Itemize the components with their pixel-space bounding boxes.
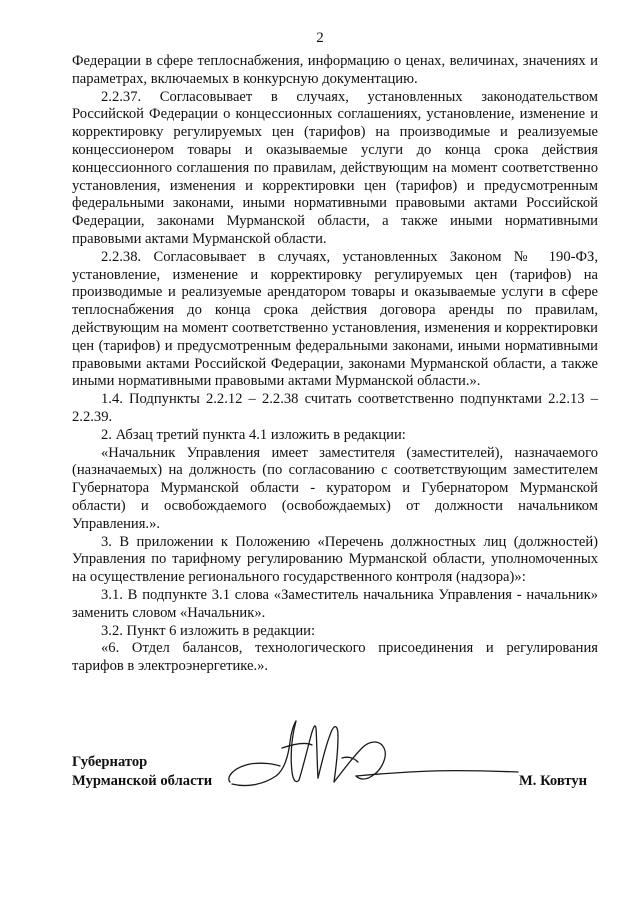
- paragraph-quote-chief: «Начальник Управления имеет заместителя (заместителей), назначаемого (назначаемых) на должность (по согласованию с соответствующим заместителем Губернатора Мурманской области - куратором и Губернатором Мурманской области) и освобождаемого (освобождаемых) от должности начальником Управления.».: [72, 444, 598, 532]
- paragraph-continuation: Федерации в сфере теплоснабжения, информацию о ценах, величинах, значениях и параметрах, включаемых в конкурсную документацию.: [72, 53, 598, 87]
- signatory-name: М. Ковтун: [519, 773, 588, 789]
- document-body: [72, 53, 598, 676]
- signatory-title-line1: Губернатор: [72, 754, 148, 770]
- paragraph-2-2-38: 2.2.38. Согласовывает в случаях, установленных Законом № 190-ФЗ, установление, изменение и корректировку регулируемых цен (тарифов) на производимые и реализуемые арендатором товары и оказываемые услуги в сфере теплоснабжения до конца срока действия договора аренды по правилам, действующим на момент соответственно установления, изменения и корректировки цен (тарифов) и предусмотренным федеральными законами, иными нормативными правовыми актами Российской Федерации, законами Мурманской области, а также иными нормативными правовыми актами Мурманской области.».: [72, 248, 598, 390]
- page-number: 2: [316, 30, 324, 46]
- paragraph-3: 3. В приложении к Положению «Перечень должностных лиц (должностей) Управления по тарифному регулированию Мурманской области, уполномоченных на осуществление регионального государственного контроля (надзора)»:: [72, 533, 598, 586]
- paragraph-3-1: 3.1. В подпункте 3.1 слова «Заместитель начальника Управления - начальник» заменить словом «Начальник».: [72, 586, 598, 621]
- handwritten-signature: [222, 718, 520, 798]
- paragraph-2-2-37: 2.2.37. Согласовывает в случаях, установленных законодательством Российской Федерации о концессионных соглашениях, установление, изменение и корректировку регулируемых цен (тарифов) на производимые и реализуемые концессионером товары и оказываемые услуги до конца срока действия концессионного соглашения по правилам, действующим на момент соответственно установления, изменения и корректировки цен (тарифов) и предусмотренным федеральными законами, иными нормативными правовыми актами Российской Федерации, законами Мурманской области, а также иными нормативными правовыми актами Мурманской области.: [72, 88, 598, 247]
- signatory-title-line2: Мурманской области: [72, 773, 213, 789]
- paragraph-2: 2. Абзац третий пункта 4.1 изложить в редакции:: [101, 426, 406, 443]
- paragraph-quote-6: «6. Отдел балансов, технологического присоединения и регулирования тарифов в электроэнергетике.».: [72, 640, 598, 675]
- signatory-title: [72, 753, 212, 791]
- paragraph-3-2: 3.2. Пункт 6 изложить в редакции:: [101, 622, 316, 639]
- paragraph-1-4: 1.4. Подпункты 2.2.12 – 2.2.38 считать соответственно подпунктами 2.2.13 – 2.2.39.: [72, 391, 598, 425]
